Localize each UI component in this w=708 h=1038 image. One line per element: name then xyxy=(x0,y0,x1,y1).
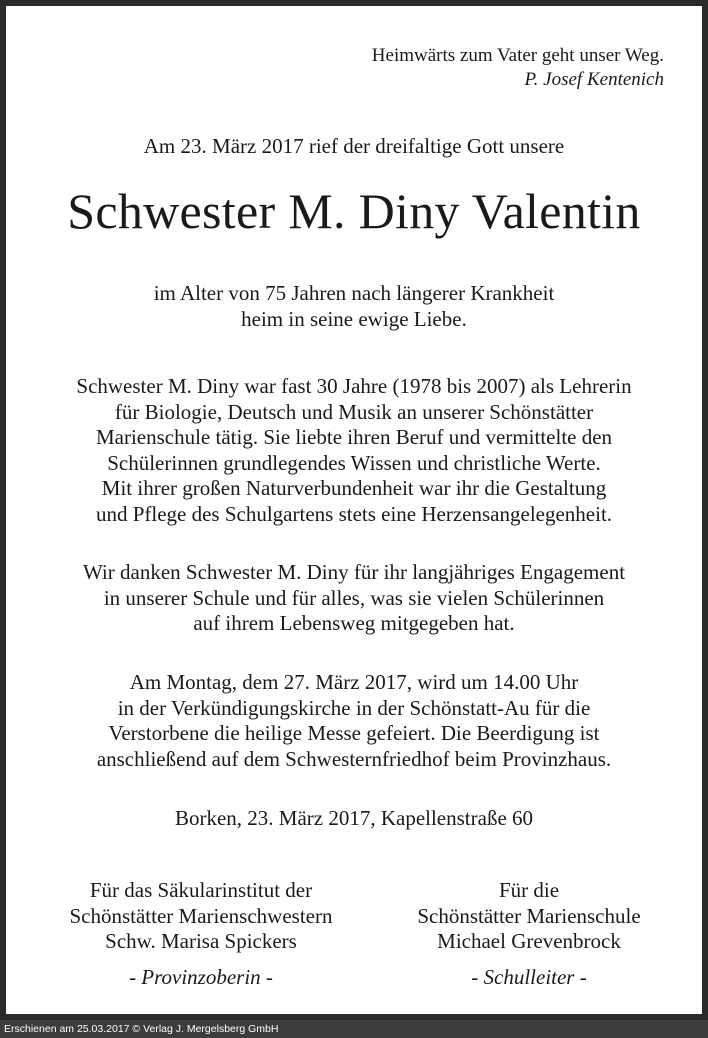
text-line: Schwester M. Diny war fast 30 Jahre (1978 bis 2007) als Lehrerin xyxy=(76,374,632,398)
motto xyxy=(372,44,664,92)
deceased-name: Schwester M. Diny Valentin xyxy=(67,183,641,239)
motto-author: P. Josef Kentenich xyxy=(524,69,664,90)
text-line: Marienschule tätig. Sie liebte ihren Beruf und vermittelte den xyxy=(95,425,613,449)
text-line: in der Verkündigungskirche in der Schönstatt-Au für die xyxy=(117,695,591,720)
signature-line: Schönstätter Marienschwestern xyxy=(69,903,333,928)
publication-footer: Erschienen am 25.03.2017 © Verlag J. Mergelsberg GmbH xyxy=(0,1020,708,1038)
text-line: im Alter von 75 Jahren nach längerer Krankheit xyxy=(153,281,555,305)
age-paragraph xyxy=(26,281,682,332)
signature-name: Schw. Marisa Spickers xyxy=(105,929,297,953)
text-line: in unserer Schule und für alles, was sie vielen Schülerinnen xyxy=(103,585,605,610)
signature-line: Für die xyxy=(498,878,560,902)
biography-paragraph xyxy=(26,374,682,527)
text-line: Mit ihrer großen Naturverbundenheit war ihr die Gestaltung xyxy=(101,476,607,500)
place-date: Borken, 23. März 2017, Kapellenstraße 60 xyxy=(174,806,534,830)
funeral-paragraph xyxy=(26,670,682,772)
motto-text: Heimwärts zum Vater geht unser Weg. xyxy=(371,45,664,66)
signature-left xyxy=(31,878,371,990)
text-line: und Pflege des Schulgartens stets eine Herzensangelegenheit. xyxy=(95,501,613,526)
text-line: Verstorbene die heilige Messe gefeiert. Die Beerdigung ist xyxy=(108,721,600,745)
text-line: Wir danken Schwester M. Diny für ihr langjähriges Engagement xyxy=(82,560,626,584)
text-line: anschließend auf dem Schwesternfriedhof beim Provinzhaus. xyxy=(96,746,612,771)
signature-right xyxy=(359,878,699,990)
signature-line: Für das Säkularinstitut der xyxy=(89,878,313,902)
text-line: Am Montag, dem 27. März 2017, wird um 14.00 Uhr xyxy=(129,670,579,694)
text-line: heim in seine ewige Liebe. xyxy=(241,306,467,331)
text-line: Schülerinnen grundlegendes Wissen und christliche Werte. xyxy=(107,450,601,475)
intro-line: Am 23. März 2017 rief der dreifaltige Gott unsere xyxy=(143,134,565,158)
thanks-paragraph xyxy=(26,560,682,637)
text-line: für Biologie, Deutsch und Musik an unserer Schönstätter xyxy=(114,399,594,424)
signature-line: Schönstätter Marienschule xyxy=(417,903,641,928)
text-line: auf ihrem Lebensweg mitgegeben hat. xyxy=(193,611,515,635)
signature-role: - Provinzoberin - xyxy=(129,964,273,989)
signature-role: - Schulleiter - xyxy=(471,964,587,989)
signature-name: Michael Grevenbrock xyxy=(437,929,621,953)
